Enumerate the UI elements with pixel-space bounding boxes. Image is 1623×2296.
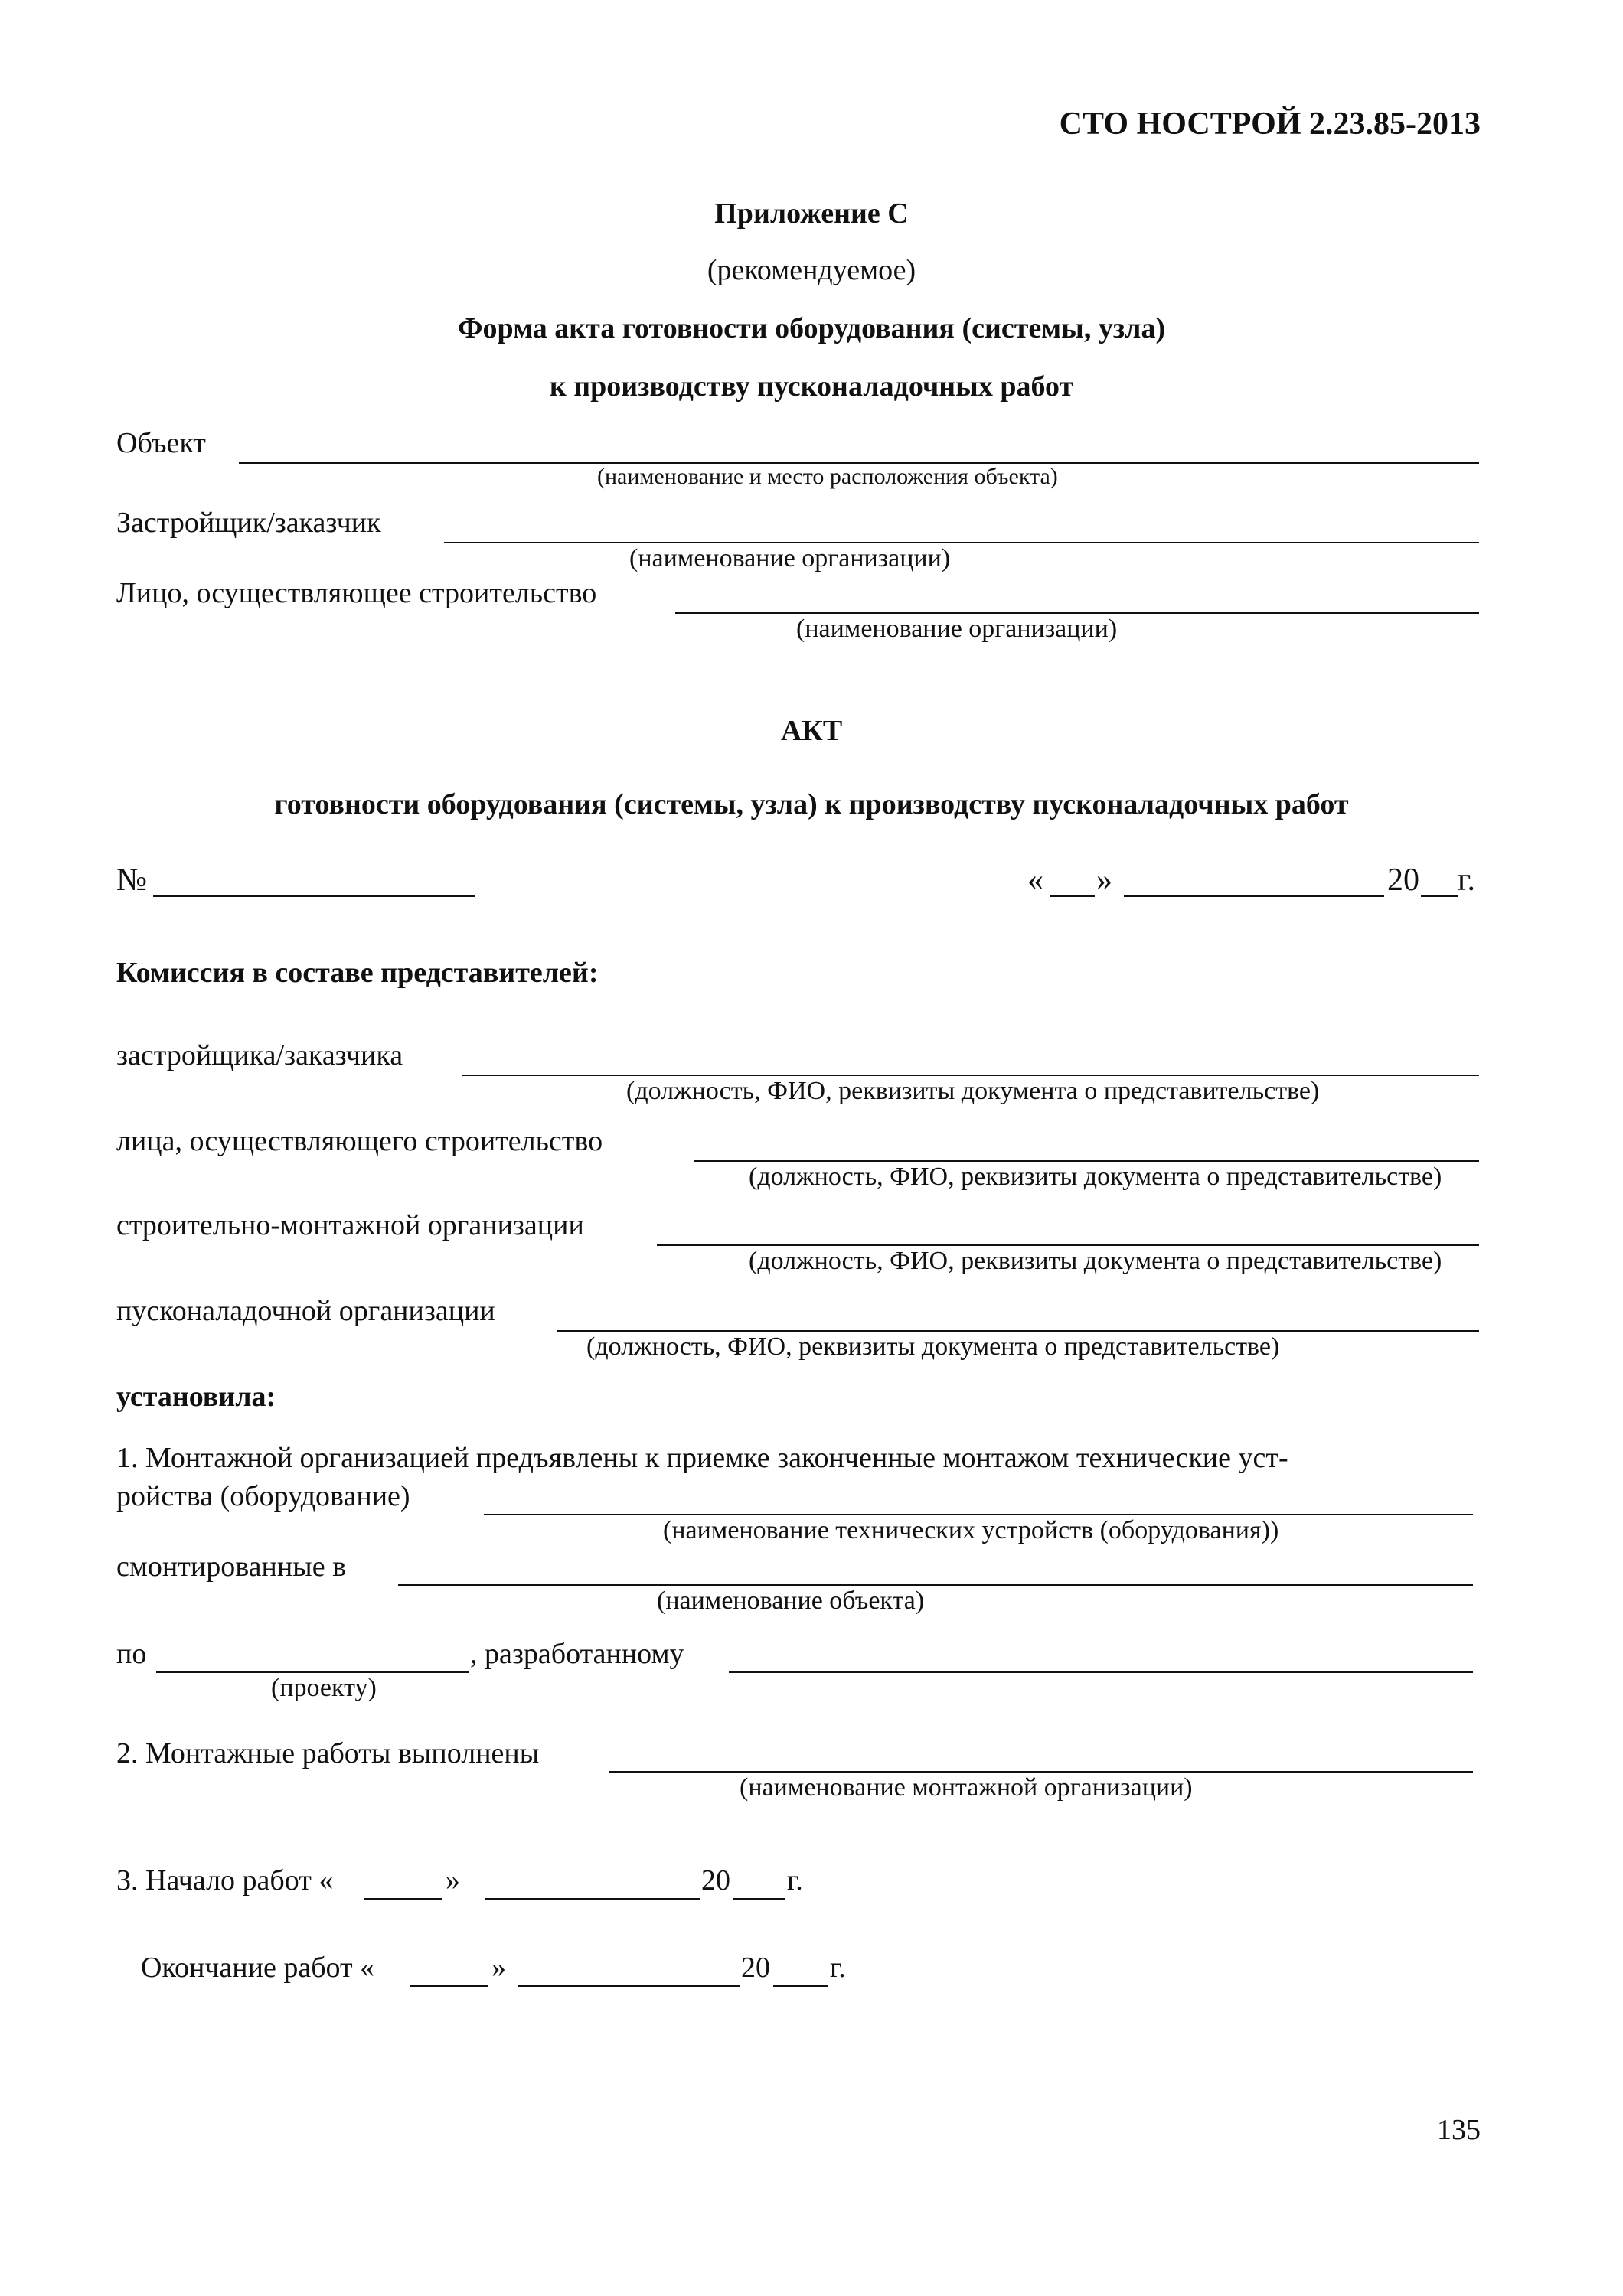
developer-label: Застройщик/заказчик — [116, 507, 381, 539]
form-title-line-1: Форма акта готовности оборудования (системы, узла) — [457, 312, 1166, 344]
act-number-input-line[interactable] — [153, 895, 475, 897]
builder-label: Лицо, осуществляющее строительство — [116, 577, 597, 609]
mounted-label: смонтированные в — [116, 1551, 347, 1583]
date-quote-close: » — [1096, 863, 1112, 898]
established-heading: установила: — [116, 1381, 276, 1413]
act-subtitle: готовности оборудования (системы, узла) к производству пусконаладочных работ — [274, 788, 1349, 820]
form-title-line-2: к производству пусконаладочных работ — [549, 370, 1074, 403]
date-month-input-line[interactable] — [1124, 895, 1384, 897]
date-year-input-line[interactable] — [1421, 895, 1458, 897]
member-construction-label: строительно-монтажной организации — [116, 1209, 584, 1241]
act-number-sign: № — [116, 863, 148, 898]
appendix-subtitle: (рекомендуемое) — [707, 254, 916, 286]
start-year-prefix: 20 — [701, 1864, 730, 1896]
object-label: Объект — [116, 427, 206, 459]
project-caption: (проекту) — [271, 1674, 377, 1702]
developer-input-line[interactable] — [444, 542, 1479, 543]
date-quote-open: « — [1027, 863, 1043, 898]
item2-label: 2. Монтажные работы выполнены — [116, 1737, 540, 1769]
end-year-suffix: г. — [830, 1952, 846, 1984]
document-code: СТО НОСТРОЙ 2.23.85-2013 — [1059, 106, 1481, 142]
po-label: по — [116, 1638, 147, 1670]
object-caption: (наименование и место расположения объекта) — [597, 464, 1058, 489]
equipment-caption: (наименование технических устройств (оборудования)) — [663, 1516, 1279, 1544]
member-developer-caption: (должность, ФИО, реквизиты документа о представительстве) — [626, 1077, 1320, 1105]
builder-caption: (наименование организации) — [796, 615, 1118, 643]
appendix-title: Приложение С — [714, 197, 909, 230]
end-works-label: Окончание работ « — [141, 1952, 375, 1984]
date-day-input-line[interactable] — [1050, 895, 1095, 897]
item1-text-line-2: ройства (оборудование) — [116, 1480, 410, 1512]
member-builder-label: лица, осуществляющего строительство — [116, 1125, 603, 1157]
page-number: 135 — [1437, 2114, 1481, 2146]
developer-org-input-line[interactable] — [729, 1671, 1473, 1673]
start-year-input-line[interactable] — [733, 1898, 785, 1900]
start-day-input-line[interactable] — [364, 1898, 442, 1900]
mounted-caption: (наименование объекта) — [657, 1587, 925, 1615]
date-year-prefix: 20 — [1387, 863, 1419, 898]
member-construction-caption: (должность, ФИО, реквизиты документа о представительстве) — [749, 1247, 1442, 1275]
start-quote-close: » — [446, 1864, 460, 1896]
mounted-object-input-line[interactable] — [398, 1584, 1473, 1586]
start-works-label: 3. Начало работ « — [116, 1864, 334, 1896]
item2-caption: (наименование монтажной организации) — [740, 1773, 1193, 1802]
end-year-input-line[interactable] — [773, 1985, 828, 1987]
end-quote-close: » — [491, 1952, 506, 1984]
start-month-input-line[interactable] — [485, 1898, 700, 1900]
member-developer-label: застройщика/заказчика — [116, 1039, 403, 1071]
member-commissioning-caption: (должность, ФИО, реквизиты документа о представительстве) — [586, 1332, 1280, 1361]
member-commissioning-label: пусконаладочной организации — [116, 1295, 495, 1327]
member-builder-caption: (должность, ФИО, реквизиты документа о представительстве) — [749, 1163, 1442, 1191]
end-day-input-line[interactable] — [410, 1985, 488, 1987]
developer-caption: (наименование организации) — [629, 544, 951, 572]
commission-heading: Комиссия в составе представителей: — [116, 957, 599, 989]
start-year-suffix: г. — [787, 1864, 803, 1896]
act-title: АКТ — [780, 715, 843, 747]
developed-label: , разработанному — [470, 1638, 684, 1670]
item1-text-line-1: 1. Монтажной организацией предъявлены к приемке законченные монтажом технические уст- — [116, 1442, 1288, 1474]
end-year-prefix: 20 — [741, 1952, 770, 1984]
end-month-input-line[interactable] — [518, 1985, 740, 1987]
date-year-suffix: г. — [1458, 863, 1475, 898]
